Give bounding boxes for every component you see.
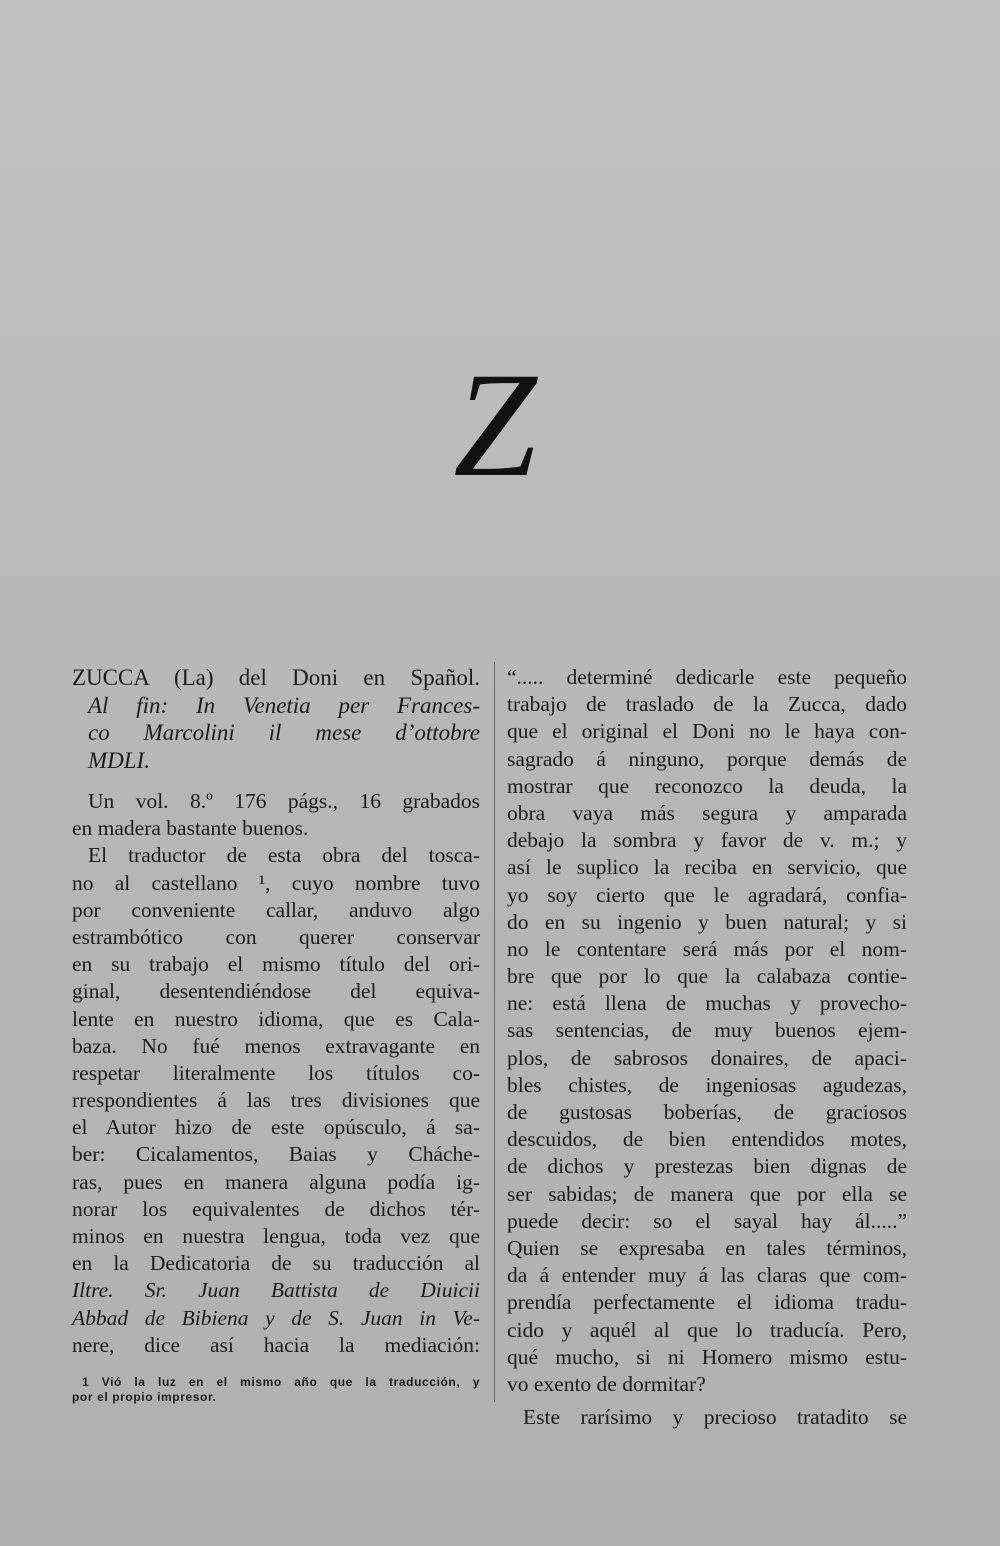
text-line: bre que por lo que la calabaza contie- [507, 964, 907, 989]
right-column [507, 664, 907, 1431]
text-line: Abbad de Bibiena y de S. Juan in Ve- [72, 1305, 480, 1330]
text-line: Iltre. Sr. Juan Battista de Diuicii [72, 1278, 480, 1303]
text-line: obra vaya más segura y amparada [507, 800, 907, 825]
commentary-paragraph [72, 842, 480, 1359]
text-line: ber: Cicalamentos, Baias y Cháche- [72, 1142, 480, 1167]
spacer [72, 774, 480, 788]
title-line: Al fin: In Venetia per Frances- [88, 692, 480, 718]
text-line: así le suplico la reciba en servicio, que [507, 855, 907, 880]
spacer [72, 1359, 480, 1375]
text-line: norar los equivalentes de dichos tér- [72, 1196, 480, 1221]
footnote-line: 1 Vió la luz en el mismo año que la traducción, y [82, 1374, 480, 1389]
text-line: minos en nuestra lengua, toda vez que [72, 1224, 480, 1248]
text-line: en madera bastante buenos. [72, 816, 309, 841]
text-line: en la Dedicatoria de su traducción al [72, 1251, 480, 1276]
text-line: qué mucho, si ni Homero mismo estu- [507, 1344, 907, 1369]
title-line: MDLI. [88, 747, 150, 773]
text-line: vo exento de dormitar? [507, 1371, 706, 1396]
text-line: Quien se expresaba en tales términos, [507, 1235, 907, 1260]
text-line: respetar literalmente los títulos co- [72, 1060, 480, 1085]
section-letter: Z [453, 342, 537, 508]
text-line: estrambótico con querer conservar [72, 924, 480, 949]
text-line: Este rarísimo y precioso tratadito se [523, 1405, 907, 1430]
text-line: baza. No fué menos extravagante en [72, 1033, 480, 1058]
closing-paragraph [507, 1404, 907, 1431]
text-line: no le contentare será más por el nom- [507, 936, 907, 961]
text-line: debajo la sombra y favor de v. m.; y [507, 828, 907, 853]
footnote [72, 1375, 480, 1405]
text-line: prendía perfectamente el idioma tradu- [507, 1290, 907, 1315]
text-line: de gustosas boberías, de graciosos [507, 1100, 907, 1124]
text-line: El traductor de esta obra del tosca- [88, 843, 480, 868]
text-line: mostrar que reconozco la deuda, la [507, 773, 907, 798]
text-line: no al castellano ¹, cuyo nombre tuvo [72, 870, 480, 895]
text-line: en su trabajo el mismo título del ori- [72, 952, 480, 977]
text-line: ne: está llena de muchas y provecho- [507, 991, 907, 1016]
text-line: do en su ingenio y buen natural; y si [507, 909, 907, 934]
text-line: da á entender muy á las claras que com- [507, 1263, 907, 1288]
entry-title [72, 664, 480, 774]
text-line: por conveniente callar, anduvo algo [72, 897, 480, 922]
text-line: “..... determiné dedicarle este pequeño [507, 665, 907, 689]
text-line: cido y aquél al que lo traducía. Pero, [507, 1317, 907, 1342]
text-line: nere, dice así hacia la mediación: [72, 1332, 480, 1357]
left-column [72, 664, 480, 1405]
text-line: que el original el Doni no le haya con- [507, 719, 907, 744]
text-line: ser sabidas; de manera que por ella se [507, 1181, 907, 1206]
quotation-paragraph [507, 664, 907, 1398]
description-paragraph [72, 788, 480, 842]
text-line: bles chistes, de ingeniosas agudezas, [507, 1072, 907, 1097]
text-line: el Autor hizo de este opúsculo, á sa- [72, 1115, 480, 1140]
text-line: sas sentencias, de muy buenos ejem- [507, 1018, 907, 1043]
text-line: sagrado á ninguno, porque demás de [507, 746, 907, 771]
text-line: de dichos y prestezas bien dignas de [507, 1154, 907, 1179]
text-line: ras, pues en manera alguna podía ig- [72, 1169, 480, 1194]
text-line: yo soy cierto que le agradará, confia- [507, 882, 907, 907]
title-line: co Marcolini il mese d’ottobre [88, 720, 480, 745]
text-line: Un vol. 8.º 176 págs., 16 grabados [88, 789, 480, 813]
text-line: descuidos, de bien entendidos motes, [507, 1127, 907, 1152]
text-line: lente en nuestro idioma, que es Cala- [72, 1006, 480, 1031]
text-line: puede decir: so el sayal hay ál.....” [507, 1208, 907, 1233]
footnote-line: por el propio impresor. [72, 1389, 217, 1404]
text-line: rrespondientes á las tres divisiones que [72, 1088, 480, 1113]
text-line: trabajo de traslado de la Zucca, dado [507, 692, 907, 717]
text-line: ginal, desentendiéndose del equiva- [72, 979, 480, 1004]
column-divider [494, 662, 495, 1402]
title-line: ZUCCA (La) del Doni en Spañol. [72, 665, 480, 690]
text-line: plos, de sabrosos donaires, de apaci- [507, 1045, 907, 1070]
